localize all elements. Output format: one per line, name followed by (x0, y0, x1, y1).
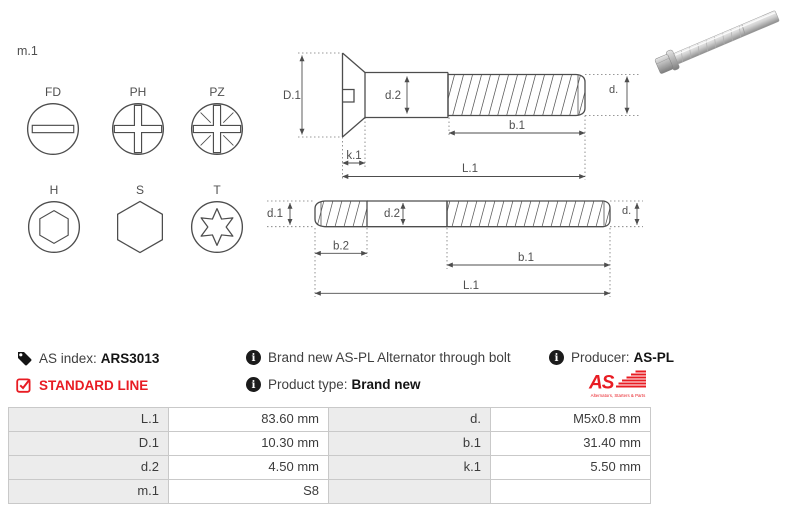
screw-side-view-drawing (283, 45, 643, 187)
spec-value: 10.30 mm (169, 432, 329, 456)
checkbox-checked-icon (16, 377, 32, 393)
bolt-product-photo (648, 0, 798, 78)
spec-table (8, 407, 651, 504)
producer-label: Producer: (571, 350, 630, 365)
product-type-text (268, 377, 421, 392)
dim-label-L1: L.1 (462, 163, 478, 175)
standard-line-label: STANDARD LINE (39, 377, 149, 393)
tag-icon (16, 350, 32, 366)
drive-type-pz (182, 85, 252, 156)
spec-value (491, 480, 651, 504)
dim-label-b2: b.2 (333, 240, 349, 253)
product-description: Brand new AS-PL Alternator through bolt (268, 350, 511, 365)
dim-label-D1: D.1 (283, 90, 301, 102)
spec-label: k.1 (329, 456, 491, 480)
info-icon: i (246, 377, 261, 392)
torx-drive-icon (190, 200, 244, 254)
as-index-value: ARS3013 (100, 350, 160, 366)
info-icon: i (549, 350, 564, 365)
drive-type-s (105, 183, 175, 254)
as-index-row (16, 350, 159, 366)
spec-value: 4.50 mm (169, 456, 329, 480)
drive-type-t (182, 183, 252, 254)
spec-value: 31.40 mm (491, 432, 651, 456)
drive-code-ph: PH (129, 85, 147, 99)
standard-line-row (16, 377, 148, 393)
drive-code-h: H (49, 183, 59, 197)
product-type-row (246, 377, 421, 392)
phillips-drive-icon (111, 102, 165, 156)
spec-value: M5x0.8 mm (491, 408, 651, 432)
flat-slot-drive-icon (26, 102, 80, 156)
drive-type-fd (18, 85, 88, 156)
drive-code-pz: PZ (209, 85, 225, 99)
hex-head-drive-icon (113, 200, 167, 254)
hex-socket-drive-icon (27, 200, 81, 254)
spec-label: L.1 (9, 408, 169, 432)
description-row (246, 350, 511, 365)
dim-label-d2: d.2 (384, 208, 400, 220)
dim-label-d-stud: d. (622, 205, 632, 217)
product-type-label: Product type: (268, 377, 348, 392)
spec-value: S8 (169, 480, 329, 504)
producer-value: AS-PL (633, 350, 675, 365)
product-type-value: Brand new (351, 377, 421, 392)
spec-label: D.1 (9, 432, 169, 456)
as-pl-logo (583, 369, 653, 399)
spec-label: m.1 (9, 480, 169, 504)
dim-label-k1: k.1 (346, 150, 362, 162)
spec-value: 5.50 mm (491, 456, 651, 480)
as-index-label: AS index: (39, 350, 97, 366)
info-icon: i (246, 350, 261, 365)
drive-code-s: S (135, 183, 144, 197)
dim-label-L1: L.1 (463, 280, 479, 292)
stud-view-drawing (263, 195, 648, 303)
as-index-text (39, 351, 159, 366)
spec-label: d.2 (9, 456, 169, 480)
drive-type-h (19, 183, 89, 254)
drive-code-fd: FD (45, 85, 61, 99)
drive-size-label: m.1 (17, 44, 38, 58)
dim-label-d1: d.1 (267, 208, 283, 220)
dim-label-d2: d.2 (385, 90, 401, 102)
producer-text (571, 350, 674, 365)
dim-label-d-screw: d. (609, 84, 619, 96)
spec-value: 83.60 mm (169, 408, 329, 432)
spec-label: b.1 (329, 432, 491, 456)
dim-label-b1: b.1 (518, 252, 534, 264)
logo-tagline: Alternators, Starters & Parts (590, 392, 646, 398)
pozidriv-drive-icon (190, 102, 244, 156)
dim-label-b1: b.1 (509, 120, 525, 132)
producer-row (549, 350, 674, 365)
logo-wordmark: AS (589, 372, 614, 394)
spec-label (329, 480, 491, 504)
drive-type-ph (103, 85, 173, 156)
spec-label: d. (329, 408, 491, 432)
drive-code-t: T (213, 183, 221, 197)
